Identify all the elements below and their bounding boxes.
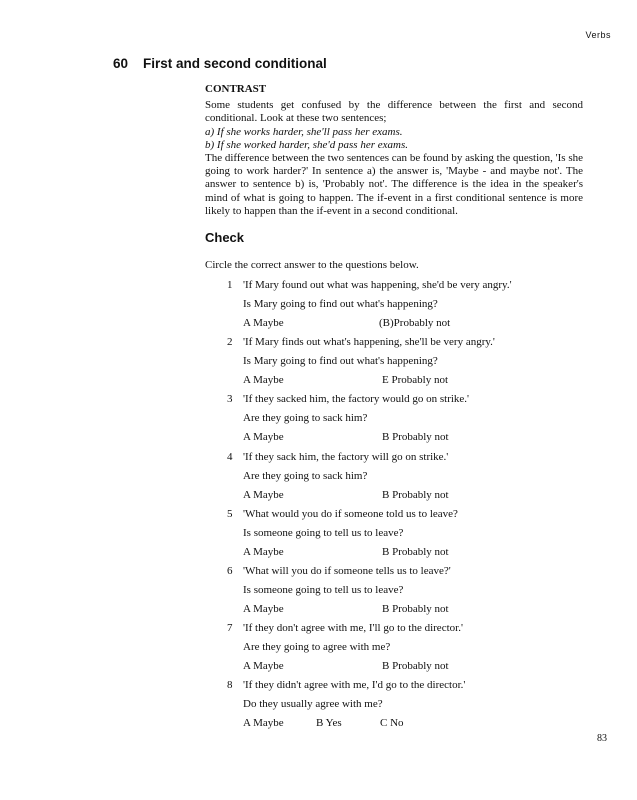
option-b[interactable]: B Probably not [382,431,449,444]
unit-number: 60 [113,56,129,71]
unit-title: First and second conditional [143,56,327,71]
question-text: Is Mary going to find out what's happening? [243,355,438,368]
contrast-explanation: The difference between the two sentences can be found by asking the question, 'Is she going to work harder?' In sentence a) the answer is, 'Maybe - and maybe not'. The answer to sentence b) is, 'Probably not'. The difference is the idea in the speaker's mind of what is going to happen. The if-event in a first conditional sentence is more likely to happen than the if-event in a second conditional. [205,152,583,217]
question-item [205,505,585,562]
question-sentence: 'If they sack him, the factory will go on strike.' [243,450,449,463]
option-b[interactable]: B Yes [316,717,342,730]
question-sentence: 'If they didn't agree with me, I'd go to the director.' [243,679,466,692]
option-a[interactable]: A Maybe [243,374,284,387]
example-a: a) If she works harder, she'll pass her exams. [205,125,403,138]
question-number: 7 [227,622,233,635]
question-number: 4 [227,450,233,463]
option-b[interactable]: B Probably not [382,602,449,615]
option-c[interactable]: C No [380,717,404,730]
section-label: Verbs [585,30,611,40]
question-text: Is someone going to tell us to leave? [243,583,404,596]
contrast-heading: CONTRAST [205,83,267,95]
question-item [205,676,585,733]
question-text: Are they going to sack him? [243,469,368,482]
question-text: Are they going to agree with me? [243,641,391,654]
question-item [205,276,585,333]
question-item [205,448,585,505]
check-heading: Check [205,230,245,245]
question-sentence: 'If Mary finds out what's happening, she'll be very angry.' [243,336,495,349]
question-sentence: 'What will you do if someone tells us to leave?' [243,564,451,577]
question-number: 5 [227,507,233,520]
option-a[interactable]: A Maybe [243,602,284,615]
option-a[interactable]: A Maybe [243,545,284,558]
contrast-section [205,83,583,218]
option-b[interactable]: (B)Probably not [379,317,451,329]
question-text: Is someone going to tell us to leave? [243,526,404,539]
option-b[interactable]: B Probably not [382,488,449,501]
question-item [205,333,585,390]
question-sentence: 'If Mary found out what was happening, she'd be very angry.' [243,279,512,291]
question-sentence: 'What would you do if someone told us to leave? [243,507,458,520]
question-number: 6 [227,564,233,577]
question-text: Do they usually agree with me? [243,698,383,711]
question-text: Are they going to sack him? [243,412,368,425]
unit-heading [113,56,327,71]
question-sentence: 'If they sacked him, the factory would go on strike.' [243,393,470,406]
question-item [205,619,585,676]
question-item [205,390,585,447]
option-a[interactable]: A Maybe [243,488,284,501]
question-number: 2 [227,336,233,349]
check-instruction: Circle the correct answer to the questions below. [205,259,419,271]
question-number: 1 [227,279,233,291]
question-item [205,562,585,619]
page-number: 83 [597,733,607,744]
question-text: Is Mary going to find out what's happening? [243,298,438,310]
option-b[interactable]: B Probably not [382,660,449,673]
question-number: 3 [227,393,233,406]
option-a[interactable]: A Maybe [243,431,284,444]
question-list [205,276,585,734]
option-b[interactable]: E Probably not [382,374,448,387]
option-b[interactable]: B Probably not [382,545,449,558]
option-a[interactable]: A Maybe [243,717,284,730]
question-sentence: 'If they don't agree with me, I'll go to the director.' [243,622,463,635]
option-a[interactable]: A Maybe [243,660,284,673]
example-b: b) If she worked harder, she'd pass her exams. [205,138,408,151]
option-a[interactable]: A Maybe [243,317,284,329]
contrast-intro: Some students get confused by the difference between the first and second conditional. Look at these two sentences; [205,99,583,125]
question-number: 8 [227,679,233,692]
